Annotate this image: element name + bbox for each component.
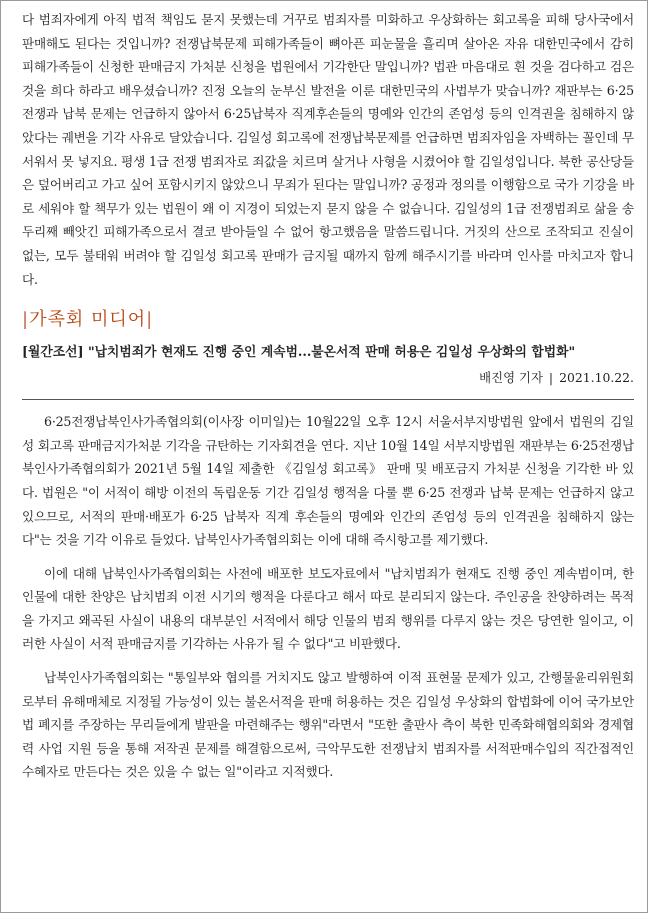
article-headline: [월간조선] "납치범죄가 현재도 진행 중인 계속범...불온서적 판매 허용은 김일성 우상화의 합법화" [22,345,576,361]
article-paragraph: 6·25전쟁납북인사가족협의회(이사장 이미일)는 10월22일 오후 12시 서울서부지방법원 앞에서 법원의 김일성 회고록 판매금지가처분 기각을 규탄하는 기자회견을 연다. 지난 10월 14일 서부지방법원 재판부는 6·25전쟁납북인사가족협의회가 2021년 5월 14일 제출한 《김일성 회고록》 판매 및 배포금지 가처분 신청을 기각한 바 있다. 법원은 "이 서적이 해방 이전의 독립운동 기간 김일성 행적을 다룰 뿐 6·25 전쟁과 납북 문제는 언급하지 않고 있으므로, 서적의 판매·배포가 6·25 납북자 직계 후손들의 명예와 인간의 존엄성 등의 인격권을 침해하지 않는다"는 것을 기각 이유로 들었다. 납북인사가족협의회는 이에 대해 즉시항고를 제기했다. [22,414,634,548]
article-date: 2021.10.22. [559,370,634,386]
article-paragraph: 납북인사가족협의회는 "통일부와 협의를 거치지도 않고 발행하여 이적 표현물 문제가 있고, 간행물윤리위원회로부터 유해매체로 지정될 가능성이 있는 불온서적을 판매 허용하는 것은 김일성 우상화의 합법화에 이어 국가보안법 폐지를 주장하는 무리들에게 발판을 마련해주는 행위"라면서 "또한 출판사 측이 북한 민족화해협의회와 경제협력 사업 지원 등을 통해 저작권 문제를 해결함으로써, 극악무도한 전쟁납치 범죄자를 서적판매수입의 직간접적인 수혜자로 만든다는 것은 있을 수 없는 일"이라고 지적했다. [22,670,634,780]
section-heading [22,305,634,335]
section-heading-text: 가족회 미디어 [29,309,147,331]
section-heading-bar: | [22,309,30,331]
byline-divider [22,399,634,400]
byline-separator: | [548,370,554,386]
article-paragraph: 이에 대해 납북인사가족협의회는 사전에 배포한 보도자료에서 "납치범죄가 현재도 진행 중인 계속범이며, 한 인물에 대한 찬양은 납치범죄 이전 시기의 행적을 다룬다고 해서 따로 분리되지 않는다. 주인공을 찬양하려는 목적을 가지고 왜곡된 사실이 내용의 대부분인 서적에서 해당 인물의 범죄 행위를 다루지 않는 것은 당연한 일이고, 이러한 사실이 서적 판매금지를 기각하는 사유가 될 수 없다"고 비판했다. [22,565,634,652]
intro-paragraph: 다 범죄자에게 아직 법적 책임도 묻지 못했는데 거꾸로 범죄자를 미화하고 우상화하는 회고록을 피해 당사국에서 판매해도 된다는 것입니까? 전쟁납북문제 피해가족들이 뼈아픈 피눈물을 흘리며 살아온 자유 대한민국에서 감히 피해가족들이 신청한 판매금지 가처분 신청을 법원에서 기각한단 말입니까? 법관 마음대로 흰 것을 검다하고 검은 것을 희다 하라고 배우셨습니까? 진정 오늘의 눈부신 발전을 이룬 대한민국의 사법부가 맞습니까? 재판부는 6·25전쟁과 납북 문제는 언급하지 않아서 6·25납북자 직계후손들의 명예와 인간의 존엄성 등의 인격권을 침해하지 않았다는 궤변을 기각 사유로 달았습니다. 김일성 회고록에 전쟁납북문제를 언급하면 범죄자임을 자백하는 꼴인데 무서워서 못 넣지요. 평생 1급 전쟁 범죄자로 죄값을 치르며 살거나 사형을 시켰어야 할 김일성입니다. 북한 공산당들은 덮어버리고 가고 싶어 포함시키지 않았으니 무죄가 된다는 말입니까? 공정과 정의를 이행함으로 국가 기강을 바로 세워야 할 책무가 있는 법원이 왜 이 지경이 되었는지 묻지 않을 수 없습니다. 김일성의 1급 전쟁범죄로 삶을 송두리째 빼앗긴 피해가족으로서 결코 받아들일 수 없어 항고했음을 말씀드립니다. 거짓의 산으로 조작되고 진실이 없는, 모두 불태워 버려야 할 김일성 회고록 판매가 금지될 때까지 함께 해주시기를 바라며 인사를 마치고자 합니다. [22,12,634,287]
article-byline [22,366,634,389]
section-heading-bar-end: | [146,309,154,331]
article-author: 배진영 기자 [479,370,543,386]
document-body [22,8,634,784]
